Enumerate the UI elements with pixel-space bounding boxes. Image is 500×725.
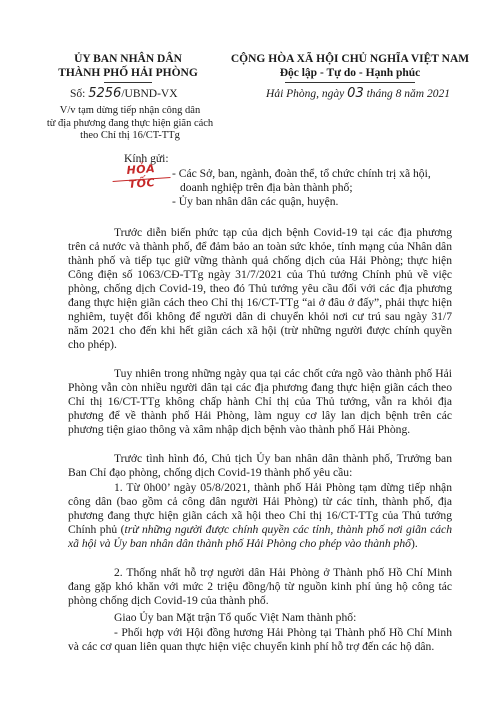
paragraph-4 [68,481,452,551]
subject-line: từ địa phương đang thực hiện giãn cách [46,117,214,129]
subject-line: V/v tạm dừng tiếp nhận công dân [59,105,201,116]
national-motto: Độc lập - Tự do - Hạnh phúc [279,67,421,79]
paragraph-4-end: ). [410,537,418,550]
paragraph-1: Trước diễn biến phức tạp của dịch bệnh Covid-19 tại các địa phương trên cả nước và thành phố, để đảm bảo an toàn sức khỏe, tính mạng của Nhân dân thành phố và tiếp tục giữ vững thành quả chống dịch của Hải Phòng; thực hiện Công điện số 1063/CĐ-TTg ngày 31/7/2021 của Thủ tướng Chính phủ về việc phòng, chống dịch Covid-19, theo đó Thủ tướng yêu cầu đối với các địa phương đang thực hiện giãn cách theo Chỉ thị 16/CT-TTg “ai ở đâu ở đấy”, phải thực hiện nghiêm, tuyệt đối không để người dân di chuyển khỏi nơi cư trú sau ngày 31/7 năm 2021 cho đến khi hết giãn cách xã hội (trừ những người được chính quyền cho phép). [68,226,452,351]
paragraph-7: - Phối hợp với Hội đồng hương Hải Phòng tại Thành phố Hồ Chí Minh và các cơ quan liên quan thực hiện việc chuyển kinh phí hỗ trợ đến các hộ dân. [68,626,452,653]
authority-underline [104,82,152,83]
paragraph-6: Giao Ủy ban Mặt trận Tổ quốc Việt Nam thành phố: [114,611,357,624]
recipients-label: Kính gửi: [124,152,169,165]
paragraph-4-text: 1. Từ 0h00’ ngày 05/8/2021, thành phố Hải Phòng tạm dừng tiếp nhận công dân (bao gồm cả công dân người Hải Phòng) từ các tỉnh, thành phố, địa phương đang thực hiện giãn cách xã hội theo Chỉ thị 16/CT-TTg của Thủ tướng Chính phủ ( [68,481,452,536]
recipient-line: - Các Sở, ban, ngành, đoàn thể, tổ chức chính trị xã hội, [172,167,431,180]
recipients-list [172,167,462,209]
date-day-handwritten: 03 [347,86,364,101]
document-subject [42,105,218,143]
authority-line2: THÀNH PHỐ HẢI PHÒNG [58,67,198,79]
paragraph-5: 2. Thống nhất hỗ trợ người dân Hải Phòng ở Thành phố Hồ Chí Minh đang gặp khó khăn với mức 2 triệu đồng/hộ từ nguồn kinh phí ủng hộ công tác phòng chống dịch Covid-19 của thành phố. [68,566,452,607]
subject-line: theo Chỉ thị 16/CT-TTg [80,130,180,141]
issuing-authority [40,52,216,80]
doc-no-suffix: /UBND-VX [121,88,178,100]
doc-no-handwritten: 5256 [88,86,122,101]
national-header [224,52,476,80]
motto-underline [285,82,415,83]
paragraph-2: Tuy nhiên trong những ngày qua tại các chốt cửa ngõ vào thành phố Hải Phòng vẫn còn nhiều người dân tại các địa phương đang thực hiện giãn cách theo Chỉ thị 16/CT-TTg không chấp hành Chỉ thị của Thủ tướng, vẫn ra khỏi địa phương để về thành phố Hải Phòng, làm nguy cơ lây lan dịch bệnh trên các phương tiện giao thông và xâm nhập dịch bệnh vào thành phố Hải Phòng. [68,367,452,436]
paragraph-4-exception: trừ những người được chính quyền các tỉnh, thành phố nơi giãn cách xã hội và Ủy ban nhân dân thành phố Hải Phòng cho phép vào thành phố [68,523,452,550]
nation-name: CỘNG HÒA XÃ HỘI CHỦ NGHĨA VIỆT NAM [230,53,470,65]
issue-date [240,86,476,102]
recipient-line: - Ủy ban nhân dân các quận, huyện. [172,195,339,208]
doc-no-prefix: Số: [70,88,86,100]
date-suffix: tháng 8 năm 2021 [366,88,450,100]
recipient-line: doanh nghiệp trên địa bàn thành phố; [180,181,353,194]
paragraph-3: Trước tình hình đó, Chủ tịch Ủy ban nhân dân thành phố, Trưởng ban Ban Chỉ đạo phòng, chống dịch Covid-19 thành phố yêu cầu: [68,452,452,479]
date-prefix: Hải Phòng, ngày [266,88,345,100]
urgent-stamp: HỎA TỐC [111,161,170,182]
authority-line1: ỦY BAN NHÂN DÂN [74,53,182,65]
document-number [70,86,220,102]
